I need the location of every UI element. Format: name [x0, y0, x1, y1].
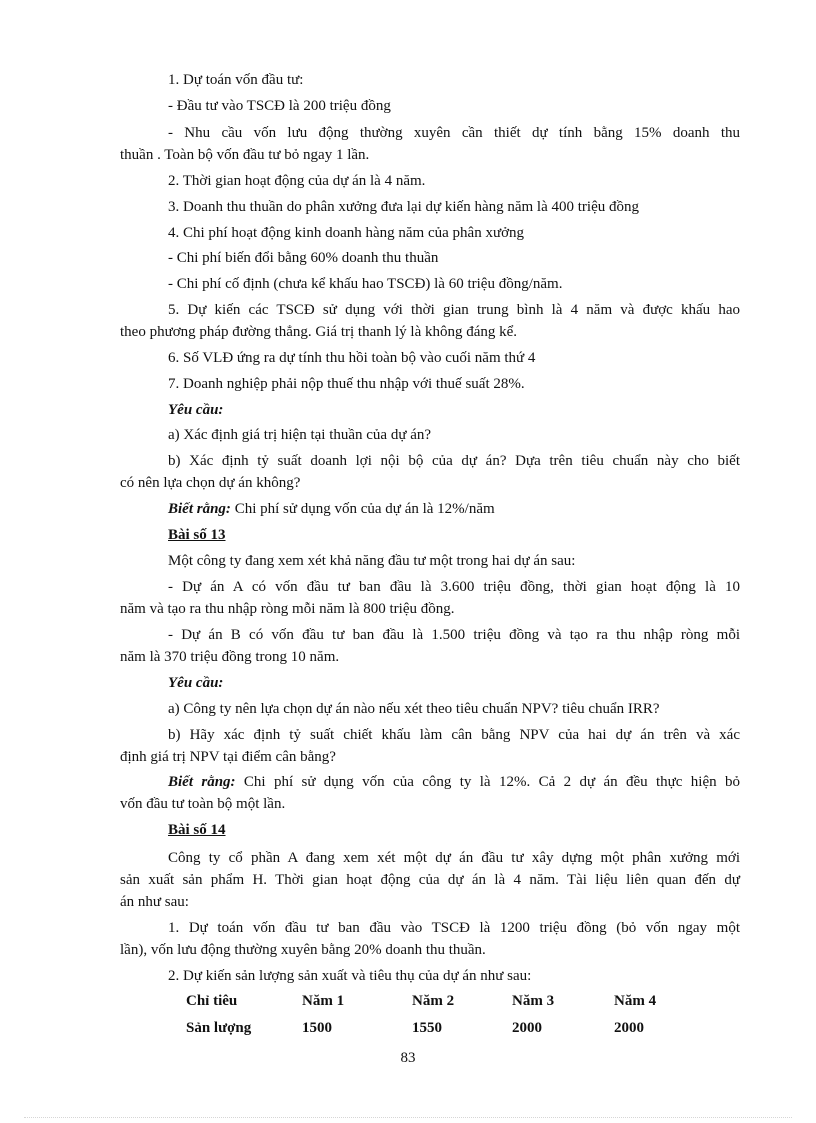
output-table	[186, 988, 704, 1042]
text-line: 2. Thời gian hoạt động của dự án là 4 năm.	[168, 173, 426, 189]
note-label: Biết rằng:	[168, 501, 231, 517]
text-line: lần), vốn lưu động thường xuyên bằng 20% doanh thu thuần.	[120, 942, 486, 958]
table-header-cell: Chỉ tiêu	[186, 993, 238, 1009]
note-text: Chi phí sử dụng vốn của dự án là 12%/năm	[230, 501, 495, 517]
text-line: Công ty cổ phần A đang xem xét một dự án đầu tư xây dựng một phân xưởng mới	[168, 850, 740, 866]
table-cell: Sản lượng	[186, 1020, 252, 1036]
exercise-heading: Bài số 14	[168, 822, 226, 838]
text-line: 3. Doanh thu thuần do phân xưởng đưa lại dự kiến hàng năm là 400 triệu đồng	[168, 199, 639, 215]
text-line: 5. Dự kiến các TSCĐ sử dụng với thời gian trung bình là 4 năm và được khấu hao	[168, 302, 740, 318]
text-line: năm và tạo ra thu nhập ròng mỗi năm là 800 triệu đồng.	[120, 601, 455, 617]
text-line: vốn đầu tư toàn bộ một lần.	[120, 796, 286, 812]
section-heading: Yêu cầu:	[168, 675, 224, 691]
text-line: định giá trị NPV tại điểm cân bằng?	[120, 749, 336, 765]
text-line: 1. Dự toán vốn đầu tư ban đầu vào TSCĐ là 1200 triệu đồng (bỏ vốn ngay một	[168, 920, 740, 936]
text-line: a) Xác định giá trị hiện tại thuần của dự án?	[168, 427, 432, 443]
exercise-heading: Bài số 13	[168, 527, 226, 543]
table-cell: 2000	[614, 1020, 644, 1036]
text-line: b) Hãy xác định tỷ suất chiết khấu làm cân bằng NPV của hai dự án trên và xác	[168, 727, 740, 743]
table-row	[186, 1015, 704, 1042]
page-number: 83	[400, 1050, 416, 1066]
table-header-cell: Năm 1	[302, 993, 345, 1009]
text-line: 2. Dự kiến sản lượng sản xuất và tiêu thụ của dự án như sau:	[168, 968, 532, 984]
text-line: thuần . Toàn bộ vốn đầu tư bỏ ngay 1 lần.	[120, 147, 370, 163]
text-line: a) Công ty nên lựa chọn dự án nào nếu xét theo tiêu chuẩn NPV? tiêu chuẩn IRR?	[168, 701, 660, 717]
note-text: Chi phí sử dụng vốn của công ty là 12%. Cả 2 dự án đều thực hiện bỏ	[235, 774, 740, 790]
text-line: án như sau:	[120, 894, 189, 910]
table-cell: 1500	[302, 1020, 332, 1036]
table-cell: 2000	[512, 1020, 542, 1036]
text-line: - Đầu tư vào TSCĐ là 200 triệu đồng	[168, 98, 391, 114]
text-line: 6. Số VLĐ ứng ra dự tính thu hồi toàn bộ vào cuối năm thứ 4	[168, 350, 536, 366]
text-line: năm là 370 triệu đồng trong 10 năm.	[120, 649, 340, 665]
table-header-cell: Năm 4	[614, 993, 657, 1009]
text-line	[168, 499, 740, 519]
table-header-cell: Năm 2	[412, 993, 455, 1009]
text-line	[168, 772, 740, 792]
table-cell: 1550	[412, 1020, 442, 1036]
note-label: Biết rằng:	[168, 774, 236, 790]
section-heading: Yêu cầu:	[168, 402, 224, 418]
text-line: - Nhu cầu vốn lưu động thường xuyên cần thiết dự tính bằng 15% doanh thu	[168, 125, 740, 141]
text-line: - Dự án A có vốn đầu tư ban đầu là 3.600 triệu đồng, thời gian hoạt động là 10	[168, 579, 740, 595]
text-line: 7. Doanh nghiệp phải nộp thuế thu nhập với thuế suất 28%.	[168, 376, 525, 392]
text-line: 1. Dự toán vốn đầu tư:	[168, 72, 304, 88]
text-line: - Chi phí cố định (chưa kể khấu hao TSCĐ) là 60 triệu đồng/năm.	[168, 276, 563, 292]
text-line: có nên lựa chọn dự án không?	[120, 475, 301, 491]
text-line: theo phương pháp đường thẳng. Giá trị thanh lý là không đáng kể.	[120, 324, 518, 340]
text-line: sản xuất sản phẩm H. Thời gian hoạt động của dự án là 4 năm. Tài liệu liên quan đến dự	[120, 872, 740, 888]
text-line: - Chi phí biến đổi bằng 60% doanh thu thuần	[168, 250, 439, 266]
footer-divider	[24, 1117, 792, 1118]
text-line: 4. Chi phí hoạt động kinh doanh hàng năm của phân xưởng	[168, 225, 525, 241]
text-line: b) Xác định tỷ suất doanh lợi nội bộ của dự án? Dựa trên tiêu chuẩn này cho biết	[168, 453, 740, 469]
text-line: Một công ty đang xem xét khả năng đầu tư một trong hai dự án sau:	[168, 553, 576, 569]
text-line: - Dự án B có vốn đầu tư ban đầu là 1.500 triệu đồng và tạo ra thu nhập ròng mỗi	[168, 627, 740, 643]
table-header-cell: Năm 3	[512, 993, 555, 1009]
table-header-row	[186, 988, 704, 1015]
